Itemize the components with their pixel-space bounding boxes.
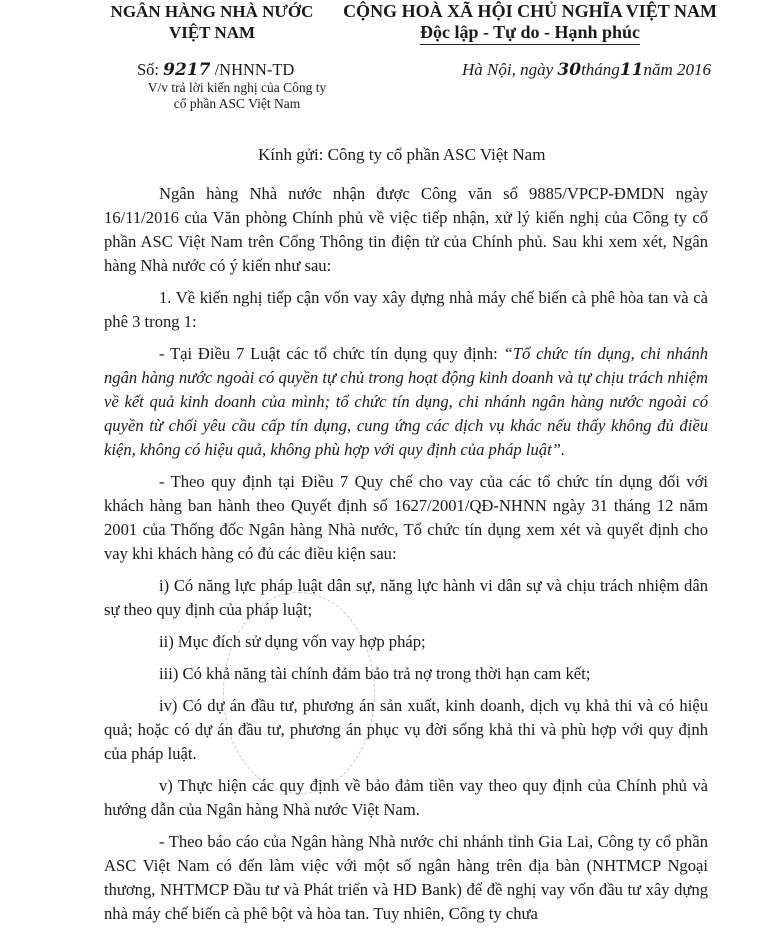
condition-4: iv) Có dự án đầu tư, phương án sản xuất, kinh doanh, dịch vụ khả thi và có hiệu quả; hoặc có dự án đầu tư, phương án phục vụ đời sống khả thi và phù hợp với quy định của pháp luật. [104, 696, 708, 763]
condition-5: v) Thực hiện các quy định về bảo đảm tiền vay theo quy định của Chính phủ và hướng dẫn của Ngân hàng Nhà nước Việt Nam. [104, 776, 708, 819]
law-quote-lead: - Tại Điều 7 Luật các tổ chức tín dụng quy định: [159, 344, 504, 363]
law-quote-paragraph [104, 342, 708, 462]
condition-3: iii) Có khả năng tài chính đảm bảo trả nợ trong thời hạn cam kết; [159, 664, 591, 683]
date-prefix: Hà Nội, ngày [462, 60, 558, 79]
date-year: năm 2016 [643, 60, 711, 79]
subject-line2: cổ phần ASC Việt Nam [173, 96, 301, 111]
issuer-header [96, 1, 328, 43]
document-number [137, 60, 294, 80]
document-number-label: Số: [137, 60, 160, 79]
date-month-label: tháng [581, 60, 620, 79]
recipient-line: Kính gửi: Công ty cổ phần ASC Việt Nam [258, 145, 546, 164]
issuer-name-line2: VIỆT NAM [168, 23, 256, 42]
document-date [462, 60, 711, 80]
issuer-name-line1: NGÂN HÀNG NHÀ NƯỚC [110, 2, 314, 21]
regulation-paragraph: - Theo quy định tại Điều 7 Quy chế cho vay của các tổ chức tín dụng đối với khách hàng ban hành theo Quyết định số 1627/2001/QĐ-NHNN ngày 31 tháng 12 năm 2001 của Thống đốc Ngân hàng Nhà nước, Tổ chức tín dụng xem xét và quyết định cho vay khi khách hàng có đủ các điều kiện sau: [104, 472, 708, 563]
condition-1: i) Có năng lực pháp luật dân sự, năng lực hành vi dân sự và chịu trách nhiệm dân sự theo quy định của pháp luật; [104, 576, 708, 619]
section-1-heading: 1. Về kiến nghị tiếp cận vốn vay xây dựng nhà máy chế biến cà phê hòa tan và cà phê 3 trong 1: [104, 288, 708, 331]
law-quote-text: “Tổ chức tín dụng, chi nhánh ngân hàng nước ngoài có quyền tự chủ trong hoạt động kinh doanh và tự chịu trách nhiệm về kết quả kinh doanh của mình; tổ chức tín dụng, chi nhánh ngân hàng nước ngoài có quyền từ chối yêu cầu cấp tín dụng, cung ứng các dịch vụ khác nếu thấy không đủ điều kiện, không có hiệu quả, không phù hợp với quy định của pháp luật”. [104, 344, 708, 459]
date-day-handwritten: 30 [557, 60, 582, 80]
national-motto: Độc lập - Tự do - Hạnh phúc [420, 22, 640, 45]
national-header [340, 1, 720, 45]
intro-paragraph: Ngân hàng Nhà nước nhận được Công văn số 9885/VPCP-ĐMDN ngày 16/11/2016 của Văn phòng Chính phủ về việc tiếp nhận, xử lý kiến nghị của Công ty cổ phần ASC Việt Nam trên Cổng Thông tin điện tử của Chính phủ. Sau khi xem xét, Ngân hàng Nhà nước có ý kiến như sau: [104, 184, 708, 275]
document-subject [132, 80, 342, 112]
subject-line1: V/v trả lời kiến nghị của Công ty [147, 80, 327, 95]
condition-2: ii) Mục đích sử dụng vốn vay hợp pháp; [159, 632, 426, 651]
document-number-suffix: /NHNN-TD [214, 60, 295, 79]
date-month-handwritten: 11 [619, 60, 644, 80]
report-paragraph: - Theo báo cáo của Ngân hàng Nhà nước chi nhánh tỉnh Gia Lai, Công ty cổ phần ASC Việt Nam có đến làm việc với một số ngân hàng trên địa bàn (NHTMCP Ngoại thương, NHTMCP Đầu tư và Phát triển và HD Bank) để đề nghị vay vốn đầu tư xây dựng nhà máy chế biến cà phê bột và hòa tan. Tuy nhiên, Công ty chưa [104, 832, 708, 923]
document-number-handwritten: 9217 [163, 60, 211, 80]
national-title: CỘNG HOÀ XÃ HỘI CHỦ NGHĨA VIỆT NAM [343, 1, 717, 21]
letter-body [104, 182, 708, 934]
